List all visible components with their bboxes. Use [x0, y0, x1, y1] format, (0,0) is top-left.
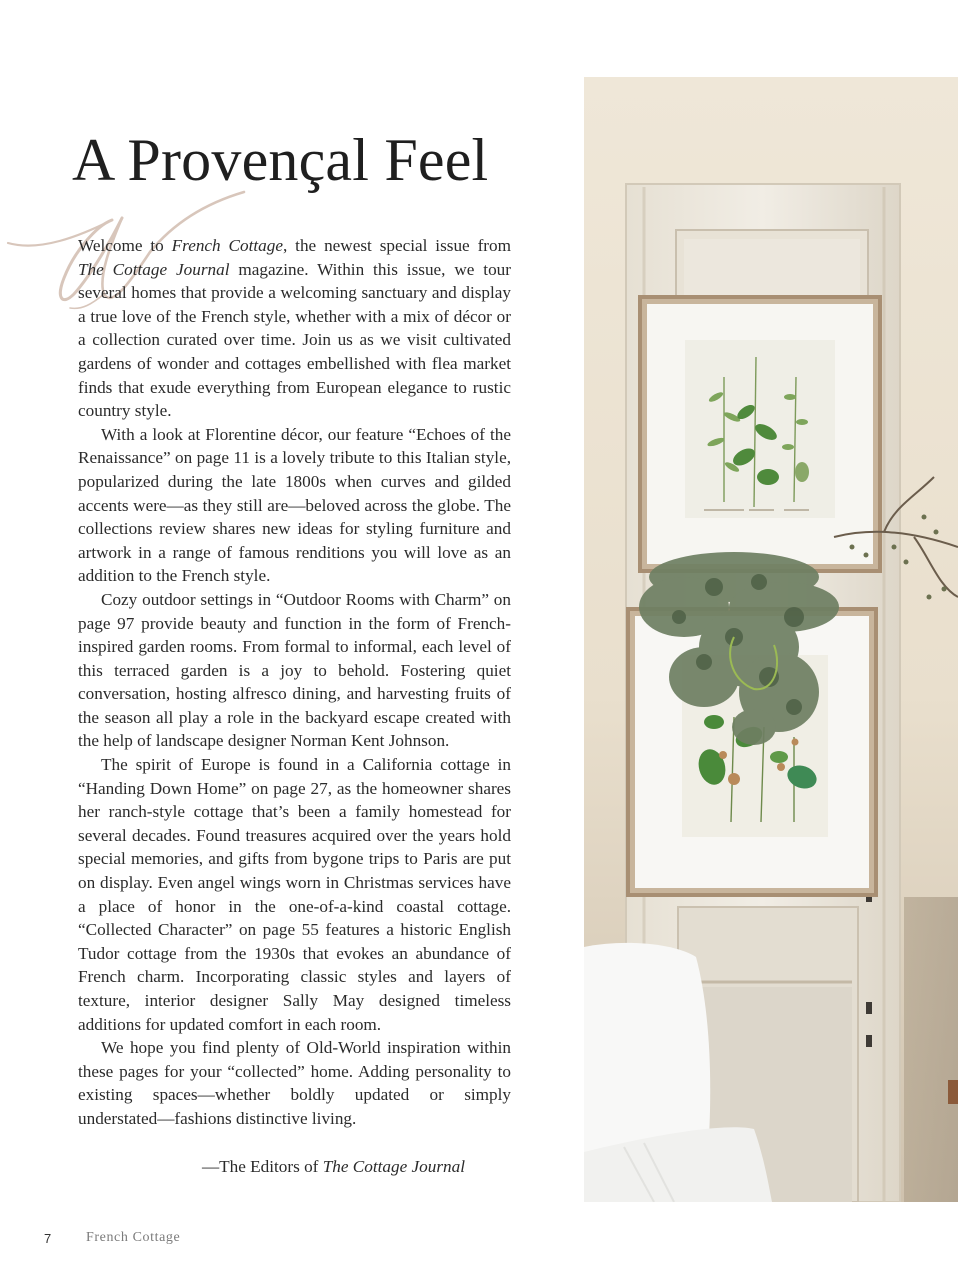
page-title: A Provençal Feel — [72, 127, 489, 193]
page-footer — [44, 1227, 180, 1249]
paragraph-text: magazine. Within this issue, we tour several homes that provide a welcoming sanctuary and display a true love of the French style, whether with a mix of décor or a collection curated over time. Join us as we visit cultivated gardens of wonder and cottages embellished with flea market finds that exude everything from European elegance to rustic country style. — [78, 259, 511, 421]
page-number: 7 — [44, 1230, 52, 1246]
paragraph-text: Welcome to — [78, 236, 172, 255]
photo-image-icon — [584, 77, 958, 1202]
paragraph-text: We hope you find plenty of Old-World inspiration within these pages for your “collected” home. Adding personality to existing spaces—whether boldly updated or simply understated—fashions distinctive living. — [78, 1038, 511, 1128]
paragraph-text: , the newest special issue from — [282, 236, 511, 255]
article-paragraph — [78, 234, 511, 423]
article-paragraph — [78, 423, 511, 588]
signoff-prefix: —The Editors of — [201, 1157, 323, 1176]
signoff-publication: The Cottage Journal — [322, 1157, 465, 1176]
paragraph-text: With a look at Florentine décor, our feature “Echoes of the Renaissance” on page 11 is a lovely tribute to this Italian style, popularized during the late 1800s when curves and gilded accents were—as they still are—beloved across the globe. The collections review shares new ideas for styling furniture and artwork in a range of famous renditions you will love as an addition to the French style. — [78, 424, 511, 586]
feature-photo — [584, 77, 958, 1202]
italic-title: French Cottage — [171, 236, 283, 255]
editor-letter-body — [78, 234, 511, 1131]
article-paragraph — [78, 588, 511, 753]
italic-title: The Cottage Journal — [78, 259, 230, 279]
signoff — [78, 1155, 511, 1179]
article-paragraph — [78, 1036, 511, 1130]
footer-publication-name: French Cottage — [86, 1230, 181, 1245]
paragraph-text: The spirit of Europe is found in a California cottage in “Handing Down Home” on page 27, as the homeowner shares her ranch-style cottage that’s been a family homestead for several decades. Found treasures acquired over the years hold special memories, and gifts from bygone trips to Paris are put on display. Even angel wings worn in Christmas services have a place of honor in the one-of-a-kind coastal cottage. “Collected Character” on page 55 features a historic English Tudor cottage from the 1930s that evokes an abundance of French charm. Incorporating classic styles and layers of texture, interior designer Sally May designed timeless additions for updated comfort in each room. — [78, 755, 511, 1034]
article-paragraph — [78, 753, 511, 1036]
paragraph-text: Cozy outdoor settings in “Outdoor Rooms with Charm” on page 97 provide beauty and function in the form of French-inspired garden rooms. From formal to informal, each level of this terraced garden is a joy to behold. Fostering quiet conversation, hosting alfresco dining, and harvesting fruits of the season all play a role in the backyard escape created with the help of landscape designer Norman Kent Johnson. — [78, 589, 511, 751]
